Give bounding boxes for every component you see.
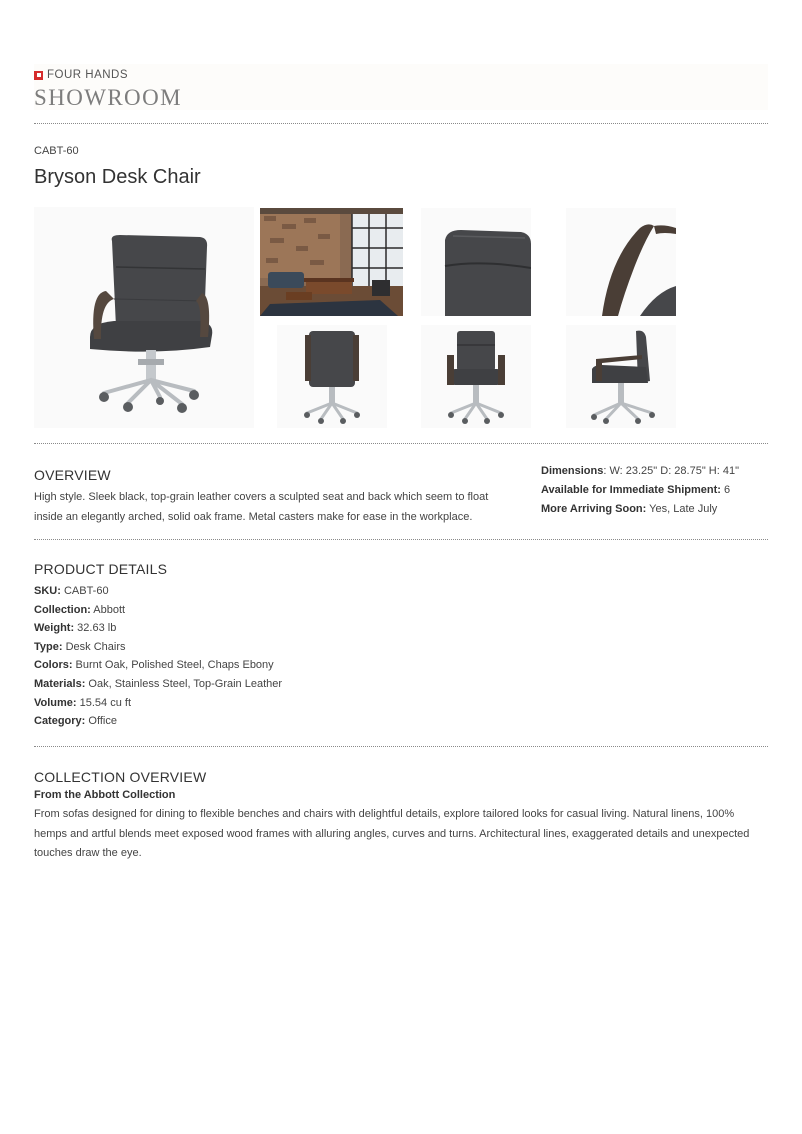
- detail-value: CABT-60: [60, 585, 109, 597]
- detail-value: Burnt Oak, Polished Steel, Chaps Ebony: [72, 659, 274, 672]
- chair-front-angle-photo[interactable]: [34, 207, 254, 428]
- collection-subheading: From the Abbott Collection: [34, 789, 176, 801]
- available-value: 6: [720, 484, 731, 496]
- brand-top: [34, 69, 128, 81]
- dimensions-row: [541, 462, 771, 481]
- detail-row: [34, 712, 534, 731]
- detail-value: Oak, Stainless Steel, Top-Grain Leather: [85, 677, 283, 690]
- detail-label: Colors:: [34, 659, 73, 672]
- detail-value: Office: [85, 715, 117, 728]
- detail-row: [34, 601, 534, 620]
- divider: [34, 123, 768, 124]
- detail-label: SKU:: [34, 585, 61, 597]
- detail-row: [34, 582, 534, 601]
- overview-text: High style. Sleek black, top-grain leather covers a sculpted seat and back which seem to float inside an elegantly arched, solid oak frame. Metal casters make for ease in the workplace.: [34, 491, 489, 523]
- divider: [34, 443, 768, 444]
- detail-label: Weight:: [34, 622, 75, 635]
- overview-heading: OVERVIEW: [34, 467, 111, 483]
- chair-back-photo[interactable]: [277, 325, 387, 428]
- brand-header: [34, 64, 768, 110]
- chair-front-photo[interactable]: [421, 325, 531, 428]
- chair-side-photo[interactable]: [566, 325, 676, 428]
- spec-summary: [541, 462, 771, 519]
- arm-frame-detail-photo[interactable]: [566, 208, 676, 316]
- detail-value: 32.63 lb: [74, 622, 117, 635]
- arriving-value: Yes, Late July: [646, 503, 718, 515]
- divider: [34, 539, 768, 540]
- detail-row: [34, 694, 534, 713]
- collection-text: From sofas designed for dining to flexible benches and chairs with delightful details, explore tailored looks for casual living. Natural linens, 100% hemps and artful blends meet exposed wood frames with alluring angles, curves and turns. Architectural lines, exaggerated details and unexpected touches draw the eye.: [34, 808, 750, 859]
- detail-row: [34, 656, 534, 675]
- detail-label: Category:: [34, 715, 86, 728]
- detail-row: [34, 638, 534, 657]
- available-row: [541, 481, 771, 500]
- brand-logo-icon: [34, 71, 43, 80]
- brand-top-text: FOUR HANDS: [47, 69, 129, 81]
- divider: [34, 746, 768, 747]
- arriving-row: [541, 500, 771, 519]
- detail-value: Desk Chairs: [62, 640, 126, 653]
- detail-label: Volume:: [34, 696, 77, 709]
- room-scene-photo[interactable]: [260, 208, 403, 316]
- detail-label: Type:: [34, 640, 63, 653]
- detail-row: [34, 619, 534, 638]
- dimensions-label: Dimensions: [541, 465, 604, 477]
- image-gallery: [34, 207, 768, 428]
- available-label: Available for Immediate Shipment:: [541, 484, 721, 496]
- detail-row: [34, 675, 534, 694]
- detail-value: 15.54 cu ft: [76, 696, 132, 709]
- detail-label: Collection:: [34, 603, 91, 616]
- product-code: CABT-60: [34, 145, 79, 157]
- details-list: [34, 582, 534, 731]
- detail-label: Materials:: [34, 677, 86, 690]
- dimensions-value: : W: 23.25" D: 28.75" H: 41": [603, 465, 739, 477]
- brand-main-text: SHOWROOM: [34, 85, 182, 110]
- arriving-label: More Arriving Soon:: [541, 503, 647, 515]
- seat-back-detail-photo[interactable]: [421, 208, 531, 316]
- collection-heading: COLLECTION OVERVIEW: [34, 769, 207, 785]
- details-heading: PRODUCT DETAILS: [34, 561, 168, 577]
- detail-value: Abbott: [90, 603, 126, 616]
- product-title: Bryson Desk Chair: [34, 166, 201, 188]
